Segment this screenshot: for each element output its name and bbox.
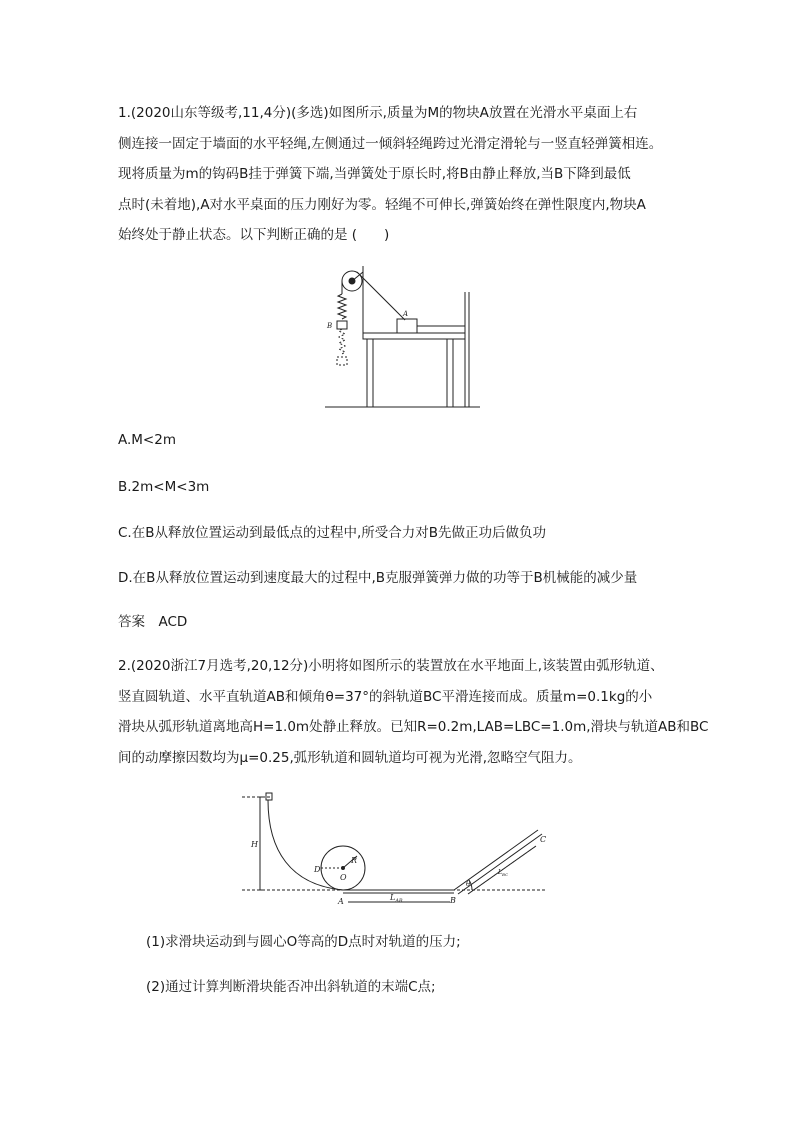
arc-track — [268, 800, 343, 890]
q1-option-c: C.在B从释放位置运动到最低点的过程中,所受合力对B先做正功后做负功 — [118, 525, 547, 541]
q2-line-3: 滑块从弧形轨道离地高H=1.0m处静止释放。已知R=0.2m,LAB=LBC=1.0m,滑块与轨道AB和BC — [118, 719, 709, 735]
label-a: A — [338, 897, 344, 906]
block-a-icon — [397, 319, 417, 333]
q1-line-3: 现将质量为m的钩码B挂于弹簧下端,当弹簧处于原长时,将B由静止释放,当B下降到最低 — [118, 166, 631, 182]
q1-figure — [315, 262, 480, 412]
q2-figure — [240, 790, 555, 915]
label-h: H — [251, 840, 258, 849]
q1-option-a: A.M<2m — [118, 432, 176, 448]
q1-line-2: 侧连接一固定于墙面的水平轻绳,左侧通过一倾斜轻绳跨过光滑定滑轮与一竖直轻弹簧相连。 — [118, 135, 663, 152]
q1-option-b: B.2m<M<3m — [118, 479, 210, 495]
spring-icon — [338, 294, 346, 319]
q2-line-4: 间的动摩擦因数均为μ=0.25,弧形轨道和圆轨道均可视为光滑,忽略空气阻力。 — [118, 749, 582, 766]
label-o: O — [340, 873, 347, 882]
label-r: R — [351, 856, 358, 865]
q1-line-5: 始终处于静止状态。以下判断正确的是 ( ) — [118, 227, 390, 243]
q2-stem — [118, 651, 709, 773]
block-b-icon — [337, 321, 347, 329]
q1-label-a: A — [403, 310, 409, 318]
label-theta: θ — [466, 880, 471, 888]
label-lab: $L_{AB}$ — [390, 893, 403, 904]
q2-sub-1: (1)求滑块运动到与圆心O等高的D点时对轨道的压力; — [146, 934, 461, 950]
label-b: B — [450, 896, 456, 905]
q1-answer: 答案 ACD — [118, 614, 188, 630]
label-d: D — [314, 865, 321, 874]
label-c: C — [540, 835, 547, 844]
q2-line-2: 竖直圆轨道、水平直轨道AB和倾角θ=37°的斜轨道BC平滑连接而成。质量m=0.1kg的小 — [118, 688, 653, 705]
q2-line-1: 2.(2020浙江7月选考,20,12分)小明将如图所示的装置放在水平地面上,该装置由弧形轨道、 — [118, 658, 664, 674]
q1-stem — [118, 98, 688, 251]
label-lbc: $L_{BC}$ — [498, 869, 509, 877]
q1-option-d: D.在B从释放位置运动到速度最大的过程中,B克服弹簧弹力做的功等于B机械能的减少量 — [118, 570, 638, 586]
q1-line-4: 点时(未着地),A对水平桌面的压力刚好为零。轻绳不可伸长,弹簧始终在弹性限度内,物块A — [118, 196, 646, 213]
q2-sub-2: (2)通过计算判断滑块能否冲出斜轨道的末端C点; — [146, 979, 436, 995]
q1-line-1: 1.(2020山东等级考,11,4分)(多选)如图所示,质量为M的物块A放置在光滑水平桌面上右 — [118, 105, 638, 121]
q1-label-b: B — [327, 322, 333, 330]
